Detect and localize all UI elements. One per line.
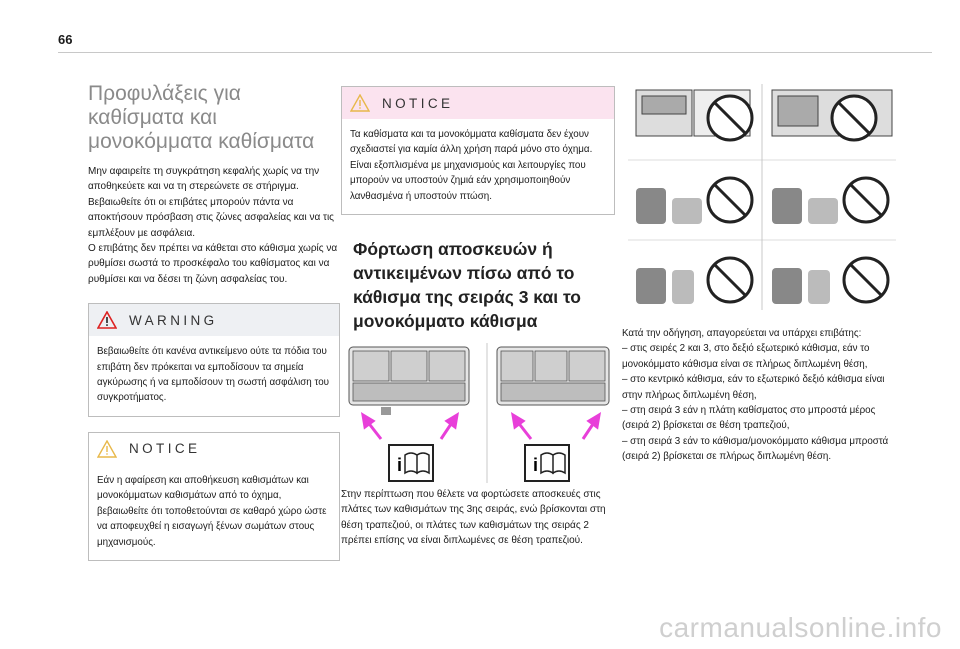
seat-diagrams [341,343,615,483]
notice-icon [350,94,370,112]
seat-folding-illustration [341,343,615,493]
paragraph: Ο επιβάτης δεν πρέπει να κάθεται στο κάθισμα χωρίς να ρυθμίσει σωστά το προσκέφαλο του καθίσματος και να ρυθμίσει και να δέσει τη ζώνη ασφαλείας του. [88,243,338,285]
rule-line: – στις σειρές 2 και 3, στο δεξιό εξωτερικό κάθισμα, εάν το μονοκόμματο κάθισμα είναι σε πλήρως διπλωμένη θέση, [622,343,870,370]
warning-label: WARNING [129,312,218,328]
warning-text: Βεβαιωθείτε ότι κανένα αντικείμενο ούτε τα πόδια του επιβάτη δεν πρόκειται να εμποδίσουν τα σημεία αγκύρωσης ή να εμποδίσουν τη σωστή ασφάλιση του συγκροτήματος. [97,346,329,404]
book-icon-left [389,445,433,481]
diagram-row-1 [636,90,892,140]
seating-rules [622,326,902,465]
seats-left-diagram [349,347,469,415]
notice-icon [97,440,117,458]
column-2 [341,86,615,549]
loading-text: Στην περίπτωση που θέλετε να φορτώσετε αποσκευές στις πλάτες των καθισμάτων της 3ης σειράς, ενώ βρίσκονται στη θέση τραπεζιού, οι πλάτες των καθισμάτων της σειράς 2 πρέπει επίσης να είναι διπλωμένες σε θέση τραπεζιού. [341,489,606,547]
book-icon-right [525,445,569,481]
notice-text: Εάν η αφαίρεση και αποθήκευση καθισμάτων και μονοκόμματων καθισμάτων από το όχημα, βεβαιωθείτε ότι τοποθετούνται σε καθαρό χώρο ώστε να αποφευχθεί η εισαγωγή ξένων σωμάτων στους μηχανισμούς. [97,474,327,548]
notice-label: NOTICE [382,95,454,111]
notice-header [89,433,339,465]
column-3 [622,80,902,465]
seats-right-diagram [497,347,609,405]
notice-text: Τα καθίσματα και τα μονοκόμματα καθίσματα δεν έχουν σχεδιαστεί για καμία άλλη χρήση παρά μόνο στο όχημα. Είναι εξοπλισμένα με μηχανισμούς και λειτουργίες που μπορούν να υποστούν ζημιά εάν χρησιμοποιηθούν λανθασμένα ή υποστούν πτώση. [350,129,593,202]
notice-header-2 [342,87,614,119]
pink-arrows [363,415,599,439]
section-title: Προφυλάξεις για καθίσματα και μονοκόμματα καθίσματα [88,82,315,153]
paragraph: Μην αφαιρείτε τη συγκράτηση κεφαλής χωρίς να την αποθηκεύετε και να τη στερεώνετε σε στήριγμα. [88,166,320,193]
warning-box [88,303,340,417]
warning-icon [97,311,117,329]
rule-line: – στη σειρά 3 εάν η πλάτη καθίσματος στο μπροστά μέρος (σειρά 2) βρίσκεται σε θέση τραπεζιού, [622,405,876,432]
watermark: carmanualsonline.info [659,612,942,643]
notice-box-2 [341,86,615,215]
column-1 [88,82,340,561]
rule-line: Κατά την οδήγηση, απαγορεύεται να υπάρχει επιβάτης: [622,328,862,339]
page-number: 66 [58,32,73,47]
intro-text [88,164,340,287]
svg-text:i: i [533,455,539,476]
warning-header [89,304,339,336]
rule-line: – στο κεντρικό κάθισμα, εάν το εξωτερικό δεξιό κάθισμα είναι στην πλήρως διπλωμένη θέση, [622,374,885,401]
paragraph: Βεβαιωθείτε ότι οι επιβάτες μπορούν πάντα να αποκτήσουν πρόσβαση στις ζώνες ασφαλείας και να τις εμπλέξουν με ασφάλεια. [88,196,334,239]
notice-box [88,432,340,561]
header-rule [58,52,932,53]
rule-line: – στη σειρά 3 εάν το κάθισμα/μονοκόμματο κάθισμα μπροστά (σειρά 2) βρίσκεται σε πλήρως διπλωμένη θέση. [622,435,889,463]
notice-label: NOTICE [129,441,201,457]
loading-heading: Φόρτωση αποσκευών ή αντικειμένων πίσω από το κάθισμα της σειράς 3 και το μονοκόμματο κάθισμα [353,239,581,332]
svg-text:i: i [397,455,403,476]
prohibited-seating-diagrams [622,80,902,315]
